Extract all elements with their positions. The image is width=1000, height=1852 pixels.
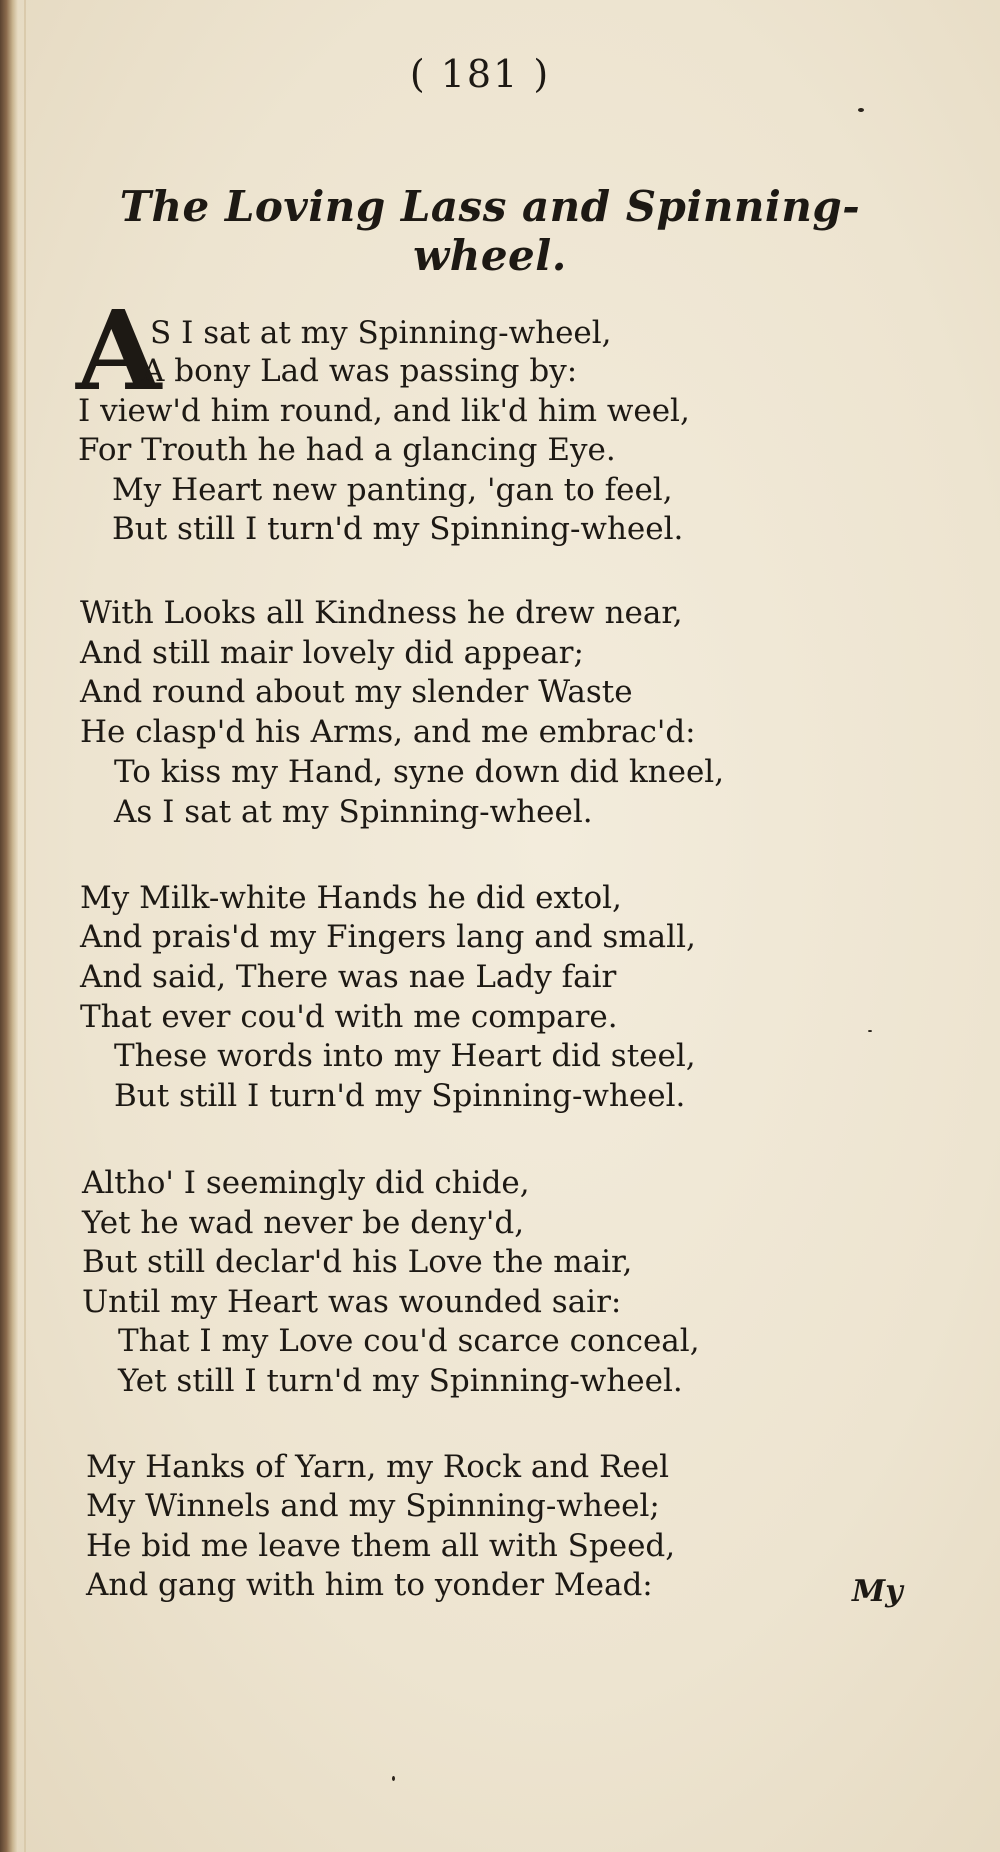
poem-line: Yet still I turn'd my Spinning-wheel. [118, 1363, 683, 1399]
poem-line: But still I turn'd my Spinning-wheel. [114, 1078, 686, 1114]
poem-line: Altho' I seemingly did chide, [82, 1165, 530, 1201]
poem-line: For Trouth he had a glancing Eye. [78, 432, 616, 468]
poem-line: To kiss my Hand, syne down did kneel, [114, 754, 725, 790]
poem-line: My Winnels and my Spinning-wheel; [86, 1488, 660, 1524]
poem-line: Until my Heart was wounded sair: [82, 1284, 622, 1320]
poem-line: My Milk-white Hands he did extol, [80, 880, 622, 916]
page-number: ( 181 ) [409, 52, 551, 96]
ink-speck [858, 108, 864, 112]
poem-line: My Hanks of Yarn, my Rock and Reel [86, 1449, 670, 1485]
poem-line: And prais'd my Fingers lang and small, [80, 919, 696, 955]
poem-line: I view'd him round, and lik'd him weel, [78, 393, 690, 429]
ink-speck [868, 1030, 872, 1032]
poem-line: And still mair lovely did appear; [80, 635, 584, 671]
poem-line: A bony Lad was passing by: [142, 353, 578, 389]
poem-line: He bid me leave them all with Speed, [86, 1528, 676, 1564]
poem-line: S I sat at my Spinning-wheel, [150, 315, 612, 351]
poem-line: With Looks all Kindness he drew near, [80, 595, 683, 631]
poem-line: That I my Love cou'd scarce conceal, [118, 1323, 700, 1359]
book-spine-edge [0, 0, 18, 1852]
poem-line: He clasp'd his Arms, and me embrac'd: [80, 714, 696, 750]
poem-line: And gang with him to yonder Mead: [86, 1567, 653, 1603]
ink-speck [392, 1776, 395, 1781]
poem-line: That ever cou'd with me compare. [80, 999, 618, 1035]
poem-title: The Loving Lass and Spinning-wheel. [119, 182, 861, 280]
poem-line: But still I turn'd my Spinning-wheel. [112, 511, 684, 547]
poem-line: But still declar'd his Love the mair, [82, 1244, 633, 1280]
catchword: My [852, 1574, 903, 1609]
poem-line: And said, There was nae Lady fair [80, 959, 617, 995]
poem-line: These words into my Heart did steel, [114, 1038, 696, 1074]
poem-line: And round about my slender Waste [80, 674, 633, 710]
page-gutter-line [24, 0, 26, 1852]
poem-line: My Heart new panting, 'gan to feel, [112, 472, 673, 508]
poem-line: As I sat at my Spinning-wheel. [114, 794, 593, 830]
poem-line: Yet he wad never be deny'd, [82, 1205, 525, 1241]
drop-cap-initial: A [76, 286, 162, 415]
